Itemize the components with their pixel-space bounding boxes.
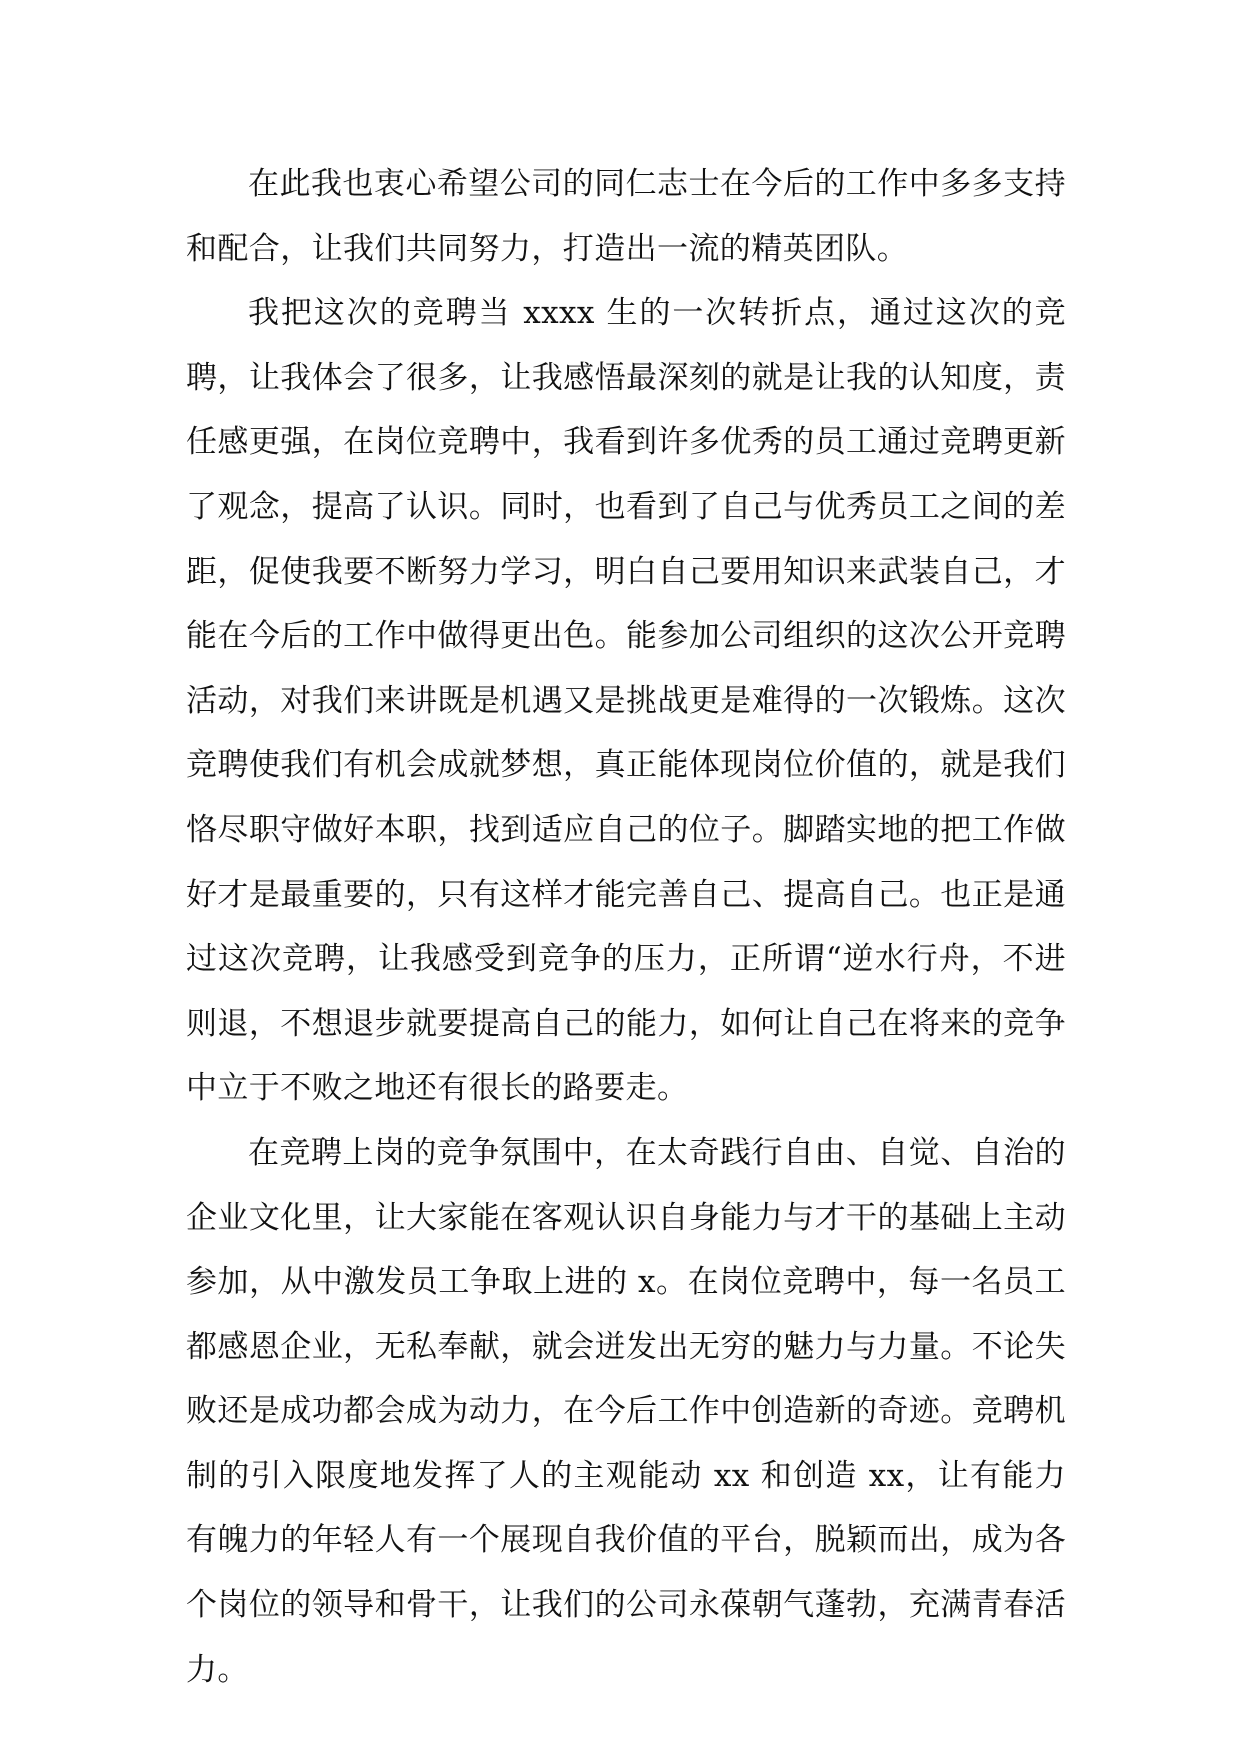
paragraph: 在此我也衷心希望公司的同仁志士在今后的工作中多多支持和配合，让我们共同努力，打造出一流的精英团队。	[186, 166, 1066, 267]
document-body	[186, 152, 1066, 1702]
paragraph: 在竞聘上岗的竞争氛围中，在太奇践行自由、自觉、自治的企业文化里，让大家能在客观认识自身能力与才干的基础上主动参加，从中激发员工争取上进的 x。在岗位竞聘中，每一名员工都感恩企业，无私奉献，就会迸发出无穷的魅力与力量。不论失败还是成功都会成为动力，在今后工作中创造新的奇迹。竞聘机制的引入限度地发挥了人的主观能动 xx 和创造 xx，让有能力有魄力的年轻人有一个展现自我价值的平台，脱颖而出，成为各个岗位的领导和骨干，让我们的公司永葆朝气蓬勃，充满青春活力。	[186, 1134, 1066, 1688]
paragraph: 我把这次的竞聘当 xxxx 生的一次转折点，通过这次的竞聘，让我体会了很多，让我感悟最深刻的就是让我的认知度，责任感更强，在岗位竞聘中，我看到许多优秀的员工通过竞聘更新了观念，提高了认识。同时，也看到了自己与优秀员工之间的差距，促使我要不断努力学习，明白自己要用知识来武装自己，才能在今后的工作中做得更出色。能参加公司组织的这次公开竞聘活动，对我们来讲既是机遇又是挑战更是难得的一次锻炼。这次竞聘使我们有机会成就梦想，真正能体现岗位价值的，就是我们恪尽职守做好本职，找到适应自己的位子。脚踏实地的把工作做好才是最重要的，只有这样才能完善自己、提高自己。也正是通过这次竞聘，让我感受到竞争的压力，正所谓“逆水行舟，不进则退，不想退步就要提高自己的能力，如何让自己在将来的竞争中立于不败之地还有很长的路要走。	[186, 295, 1066, 1107]
